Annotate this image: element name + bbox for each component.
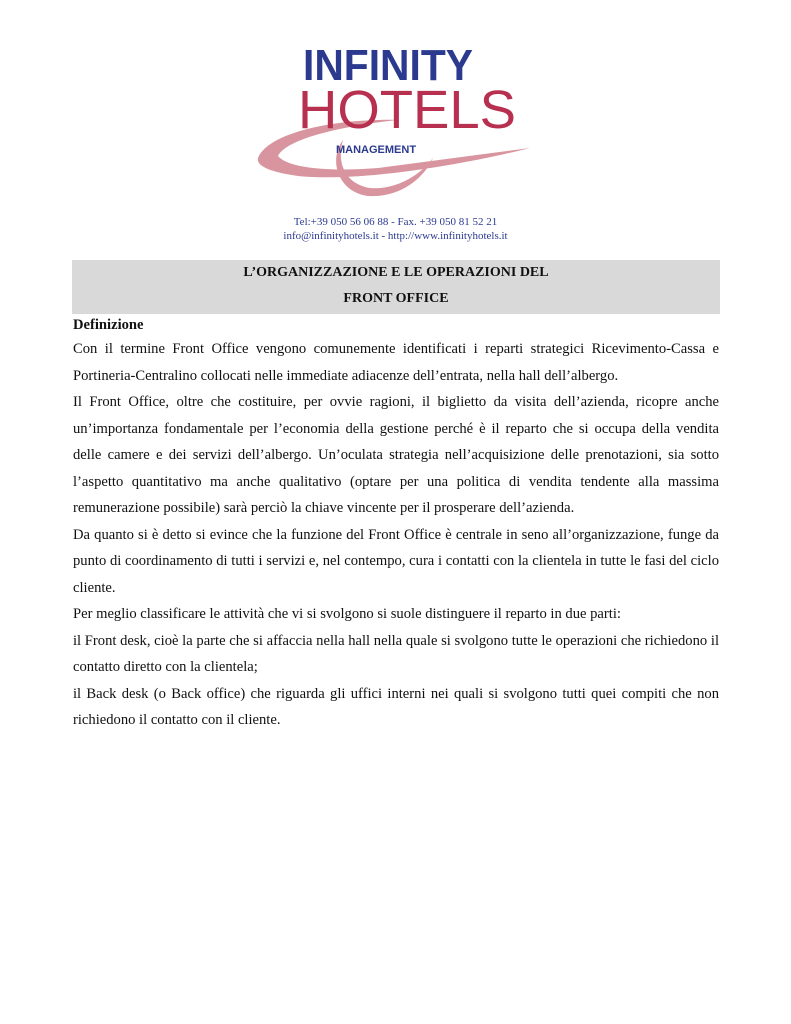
document-title-line2: FRONT OFFICE: [343, 291, 449, 306]
section-heading: Definizione: [73, 317, 144, 333]
paragraph: il Front desk, cioè la parte che si affaccia nella hall nella quale si svolgono tutte le operazioni che richiedono il contatto diretto con la clientela;: [73, 632, 719, 675]
document-title-line1: L’ORGANIZZAZIONE E LE OPERAZIONI DEL: [243, 265, 549, 280]
paragraph: Per meglio classificare le attività che vi si svolgono si suole distinguere il reparto in due parti:: [73, 606, 621, 622]
logo-text-infinity: INFINITY: [303, 41, 473, 90]
document-body: [73, 314, 719, 734]
company-logo: [248, 40, 538, 210]
contact-phone-fax: Tel:+39 050 56 06 88 - Fax. +39 050 81 52 21: [293, 216, 498, 228]
logo-text-hotels: HOTELS: [298, 80, 516, 140]
paragraph: Il Front Office, oltre che costituire, per ovvie ragioni, il biglietto da visita dell’azienda, ricopre anche un’importanza fondamentale per l’economia della gestione perché è il reparto che si occupa della vendita delle camere e dei servizi dell’albergo. Un’oculata strategia nell’acquisizione delle prenotazioni, sia sotto l’aspetto quantitativo ma anche qualitativo (optare per una politica di vendita tendente alla massima remunerazione possibile) sarà perciò la chiave vincente per il prosperare dell’azienda.: [73, 394, 719, 516]
contact-email-website: info@infinityhotels.it - http://www.infinityhotels.it: [283, 230, 508, 242]
document-title-box: [72, 260, 720, 314]
paragraph: Da quanto si è detto si evince che la funzione del Front Office è centrale in seno all’organizzazione, funge da punto di coordinamento di tutti i servizi e, nel contempo, cura i contatti con la clientela in tutte le fasi del ciclo cliente.: [73, 526, 719, 596]
logo-text-management: MANAGEMENT: [336, 144, 417, 156]
paragraph: Con il termine Front Office vengono comunemente identificati i reparti strategici Ricevimento-Cassa e Portineria-Centralino collocati nelle immediate adiacenze dell’entrata, nella hall dell’albergo.: [73, 341, 719, 384]
paragraph: il Back desk (o Back office) che riguarda gli uffici interni nei quali si svolgono tutti quei compiti che non richiedono il contatto con il cliente.: [73, 685, 719, 728]
